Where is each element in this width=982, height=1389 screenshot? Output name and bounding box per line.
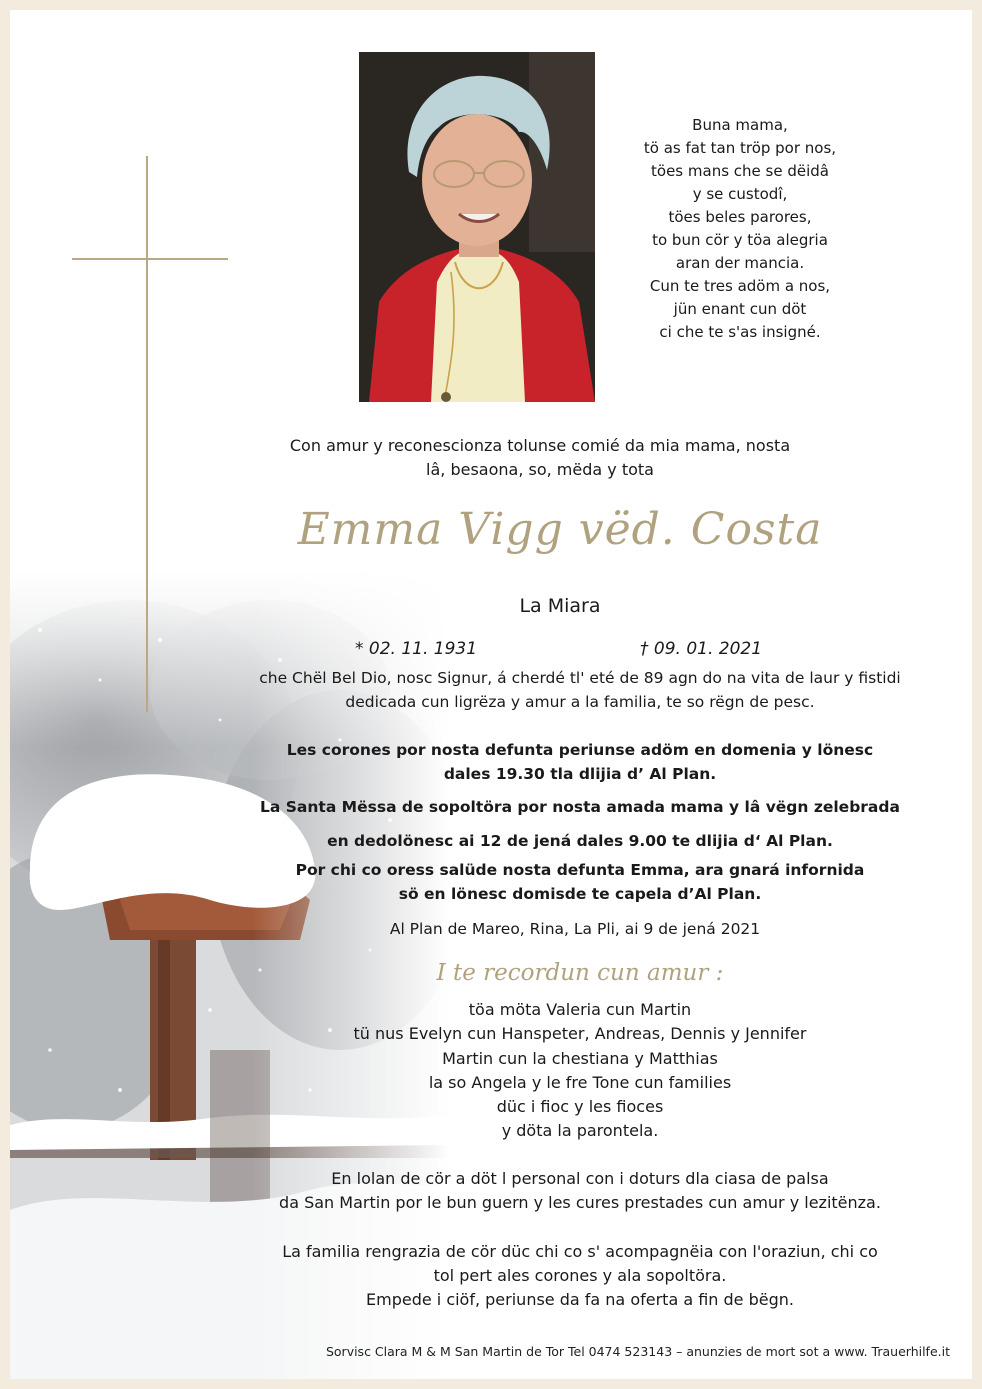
- announcement-line: che Chël Bel Dio, nosc Signur, á cherdé tl' eté de 89 agn do na vita de laur y fistidi: [259, 669, 901, 687]
- mourner-line: la so Angela y le fre Tone cun families: [428, 1072, 732, 1092]
- poem-line: töes beles parores,: [668, 208, 812, 226]
- birth-date: * 02. 11. 1931: [355, 639, 478, 659]
- greeting-notice: [235, 858, 925, 906]
- mourner-line: tü nus Evelyn cun Hanspeter, Andreas, Dennis y Jennifer: [353, 1024, 807, 1044]
- announcement: [235, 666, 925, 714]
- poem-line: ci che te s'as insigné.: [659, 323, 821, 341]
- thanks-line: En lolan de cör a döt l personal con i doturs dla ciasa de palsa: [331, 1169, 829, 1188]
- greeting-line: Por chi co oress salüde nosta defunta Emma, ara gnará infornida: [295, 861, 865, 879]
- mourner-line: düc i fioc y les fioces: [496, 1097, 664, 1117]
- obituary-card: [10, 10, 972, 1379]
- rosary-line: dales 19.30 tla dlijia d’ Al Plan.: [443, 765, 717, 783]
- rosary-notice: [235, 738, 925, 786]
- thanks-line: tol pert ales corones y ala sopoltöra.: [433, 1266, 727, 1285]
- intro-line: Con amur y reconescionza tolunse comié da mia mama, nosta: [289, 436, 791, 455]
- thanks-line: La familia rengrazia de cör düc chi co s' acompagnëia con l'oraziun, chi co: [282, 1242, 878, 1261]
- cross-icon-bar: [72, 258, 228, 260]
- place-date: Al Plan de Mareo, Rina, La Pli, ai 9 de jená 2021: [389, 920, 761, 938]
- cross-icon: [146, 156, 148, 712]
- thanks-family: [250, 1240, 910, 1312]
- thanks-staff: [250, 1167, 910, 1215]
- poem-line: to bun cör y töa alegria: [652, 231, 828, 249]
- poem: [625, 114, 855, 344]
- death-date: † 09. 01. 2021: [640, 639, 763, 659]
- poem-line: y se custodî,: [692, 185, 788, 203]
- announcement-line: dedicada cun ligrëza y amur a la familia, te so rëgn de pesc.: [345, 693, 815, 711]
- mourner-line: töa möta Valeria cun Martin: [468, 1000, 692, 1019]
- intro-text: [260, 434, 820, 482]
- poem-line: jün enant cun döt: [673, 300, 807, 318]
- thanks-line: Empede i ciöf, periunse da fa na oferta a fin de bëgn.: [366, 1290, 794, 1309]
- rosary-line: Les corones por nosta defunta periunse adöm en domenia y lönesc: [286, 741, 874, 759]
- mass-notice-line2: en dedolönesc ai 12 de jená dales 9.00 te dlijia d‘ Al Plan.: [327, 832, 833, 850]
- poem-line: Buna mama,: [692, 116, 788, 134]
- poem-line: töes mans che se dëidâ: [651, 162, 829, 180]
- poem-line: aran der mancia.: [675, 254, 805, 272]
- footer-service-info: Sorvisc Clara M & M San Martin de Tor Tel 0474 523143 – anunzies de mort sot a www. Trauerhilfe.it: [325, 1344, 950, 1359]
- deceased-nickname: La Miara: [519, 595, 601, 617]
- thanks-line: da San Martin por le bun guern y les cures prestades cun amur y lezitënza.: [279, 1193, 881, 1212]
- greeting-line: sö en lönesc domisde te capela d’Al Plan.: [398, 885, 762, 903]
- poem-line: tö as fat tan tröp por nos,: [643, 139, 837, 157]
- portrait-photo: [359, 52, 595, 402]
- deceased-name: Emma Vigg vëd. Costa: [297, 504, 823, 555]
- mourner-line: Martin cun la chestiana y Matthias: [442, 1048, 718, 1068]
- remember-heading: I te recordun cun amur :: [436, 960, 724, 986]
- poem-line: Cun te tres adöm a nos,: [649, 277, 831, 295]
- mourners-list: [310, 998, 850, 1144]
- mass-notice-line1: La Santa Mëssa de sopoltöra por nosta amada mama y lâ vëgn zelebrada: [260, 798, 900, 816]
- mourner-line: y döta la parontela.: [501, 1121, 659, 1141]
- intro-line: lâ, besaona, so, mëda y tota: [426, 460, 654, 479]
